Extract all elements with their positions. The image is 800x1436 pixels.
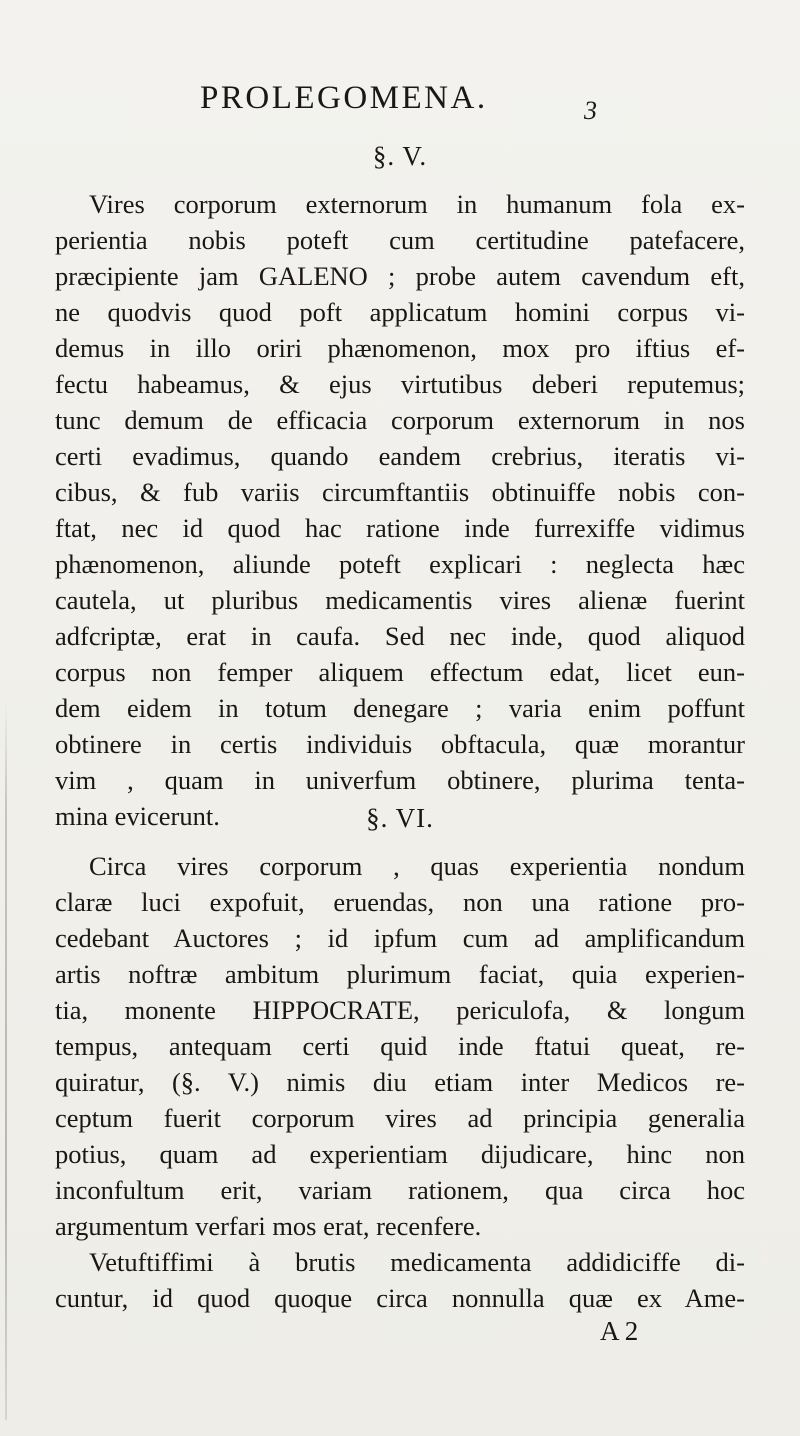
text-line: phænomenon, aliunde poteft explicari : neglecta hæc <box>55 549 745 579</box>
text-line: artis noftræ ambitum plurimum faciat, quia experien- <box>55 959 745 989</box>
text-line: inconfultum erit, variam rationem, qua circa hoc <box>55 1175 745 1205</box>
text-line: fectu habeamus, & ejus virtutibus deberi reputemus; <box>55 369 745 399</box>
text-line: ceptum fuerit corporum vires ad principia generalia <box>55 1103 745 1133</box>
text-line: quiratur, (§. V.) nimis diu etiam inter Medicos re- <box>55 1067 745 1097</box>
section-vi-heading: §. VI. <box>366 803 434 833</box>
running-head: PROLEGOMENA. <box>200 80 488 116</box>
text-line: adfcriptæ, erat in caufa. Sed nec inde, quod aliquod <box>55 621 745 651</box>
text-line: præcipiente jam GALENO ; probe autem cavendum eft, <box>55 261 745 291</box>
section-v-paragraph <box>55 186 745 834</box>
section-vi-paragraph <box>55 848 745 1316</box>
section-v-heading: §. V. <box>372 141 428 171</box>
text-line: certi evadimus, quando eandem crebrius, iteratis vi- <box>55 441 745 471</box>
text-line: Circa vires corporum , quas experientia nondum <box>89 851 745 881</box>
signature-mark: A 2 <box>600 1316 639 1346</box>
text-line: ftat, nec id quod hac ratione inde furrexiffe vidimus <box>55 513 745 543</box>
text-line: potius, quam ad experientiam dijudicare, hinc non <box>55 1139 745 1169</box>
text-line: cuntur, id quod quoque circa nonnulla quæ ex Ame- <box>55 1283 745 1313</box>
text-line: tempus, antequam certi quid inde ftatui queat, re- <box>55 1031 745 1061</box>
text-line: mina evicerunt. <box>55 801 220 831</box>
text-line: Vetuftiffimi à brutis medicamenta addidiciffe di- <box>89 1247 745 1277</box>
text-line: tia, monente HIPPOCRATE, periculofa, & longum <box>55 995 745 1025</box>
text-line: Vires corporum externorum in humanum fola ex- <box>89 189 745 219</box>
text-line: perientia nobis poteft cum certitudine patefacere, <box>55 225 745 255</box>
text-line: dem eidem in totum denegare ; varia enim poffunt <box>55 693 745 723</box>
text-line: corpus non femper aliquem effectum edat, licet eun- <box>55 657 745 687</box>
text-line: cautela, ut pluribus medicamentis vires alienæ fuerint <box>55 585 745 615</box>
text-line: tunc demum de efficacia corporum externorum in nos <box>55 405 745 435</box>
text-line: claræ luci expofuit, eruendas, non una ratione pro- <box>55 887 745 917</box>
text-line: ne quodvis quod poft applicatum homini corpus vi- <box>55 297 745 327</box>
text-line: argumentum verfari mos erat, recenfere. <box>55 1211 482 1241</box>
text-line: obtinere in certis individuis obftacula, quæ morantur <box>55 729 745 759</box>
text-line: demus in illo oriri phænomenon, mox pro iftius ef- <box>55 333 745 363</box>
text-line: cibus, & fub variis circumftantiis obtinuiffe nobis con- <box>55 477 745 507</box>
text-line: vim , quam in univerfum obtinere, plurima tenta- <box>55 765 745 795</box>
page-number: 3 <box>584 96 597 125</box>
text-line: cedebant Auctores ; id ipfum cum ad amplificandum <box>55 923 745 953</box>
